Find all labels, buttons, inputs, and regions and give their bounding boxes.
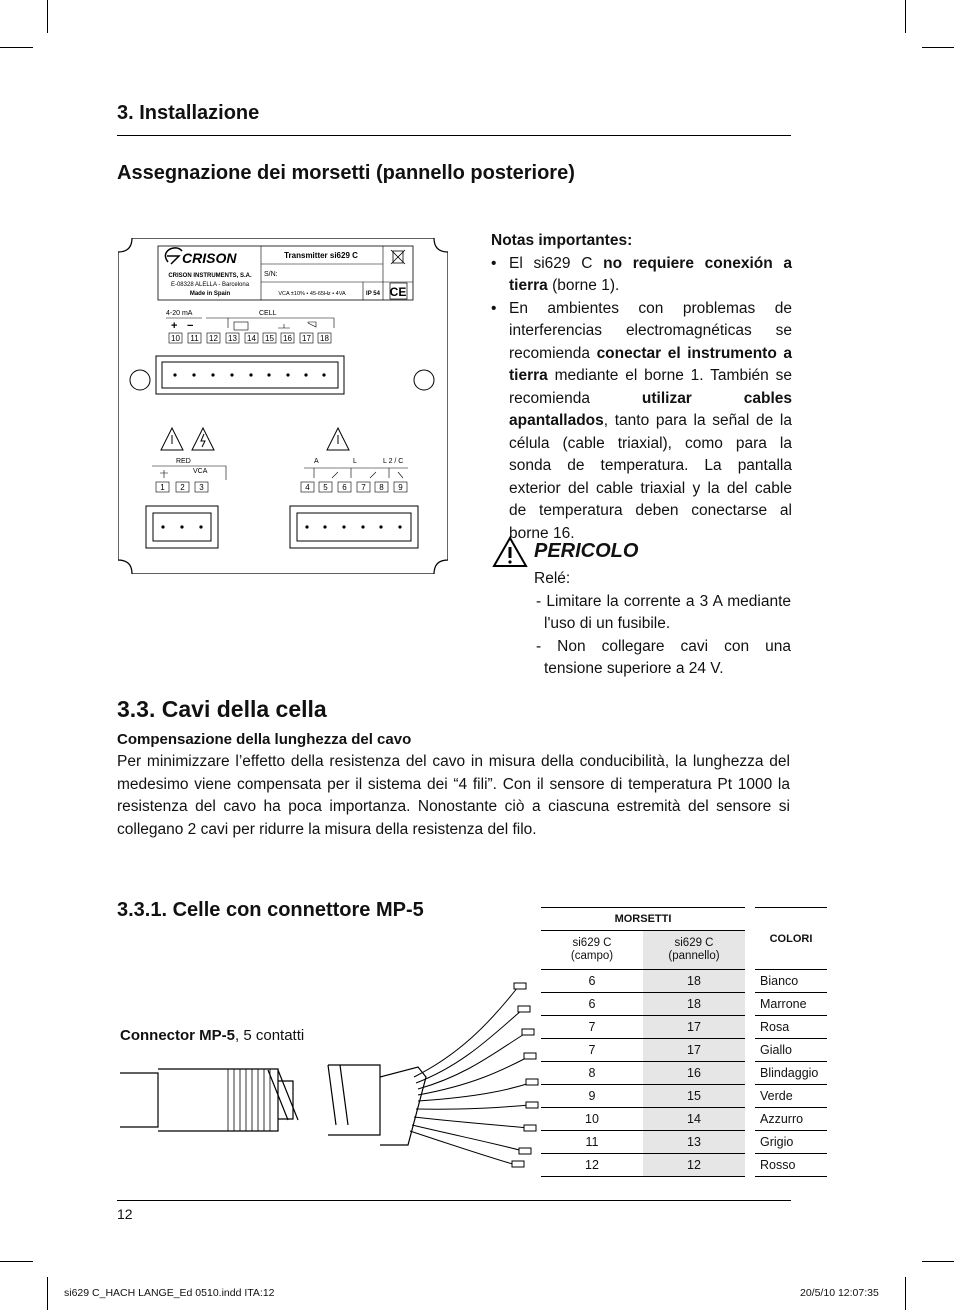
table-row (541, 1016, 827, 1039)
cell-campo: 8 (541, 1062, 643, 1085)
ce-mark: CE (389, 285, 407, 299)
cell-pannello: 13 (643, 1131, 745, 1154)
header-morsetti: MORSETTI (541, 908, 745, 931)
crop-mark (922, 47, 954, 48)
header-colori: COLORI (755, 908, 827, 970)
table-row (541, 1154, 827, 1177)
table-gap (745, 1154, 755, 1177)
svg-text:18: 18 (320, 334, 329, 343)
cell-colore: Rosso (755, 1154, 827, 1177)
svg-text:4: 4 (305, 483, 310, 492)
svg-text:13: 13 (228, 334, 237, 343)
svg-text:11: 11 (190, 334, 199, 343)
crop-mark (0, 1261, 33, 1262)
cell-campo: 11 (541, 1131, 643, 1154)
cell-pannello: 16 (643, 1062, 745, 1085)
cell-campo: 7 (541, 1016, 643, 1039)
connector-caption: Connector MP-5, 5 contatti (120, 1027, 305, 1044)
cell-campo: 6 (541, 970, 643, 993)
cell-colore: Marrone (755, 993, 827, 1016)
cell-colore: Azzurro (755, 1108, 827, 1131)
table-row (541, 1039, 827, 1062)
table-gap (745, 908, 755, 931)
label-minus: − (187, 320, 194, 332)
cell-colore: Blindaggio (755, 1062, 827, 1085)
cell-pannello: 17 (643, 1016, 745, 1039)
svg-text:9: 9 (398, 483, 403, 492)
cell-pannello: 18 (643, 993, 745, 1016)
cavi-paragraph: Per minimizzare l’effetto della resistenza del cavo in misura della conducibilità, la lunghezza del medesimo viene compensata per il sistema dei “4 fili”. Con il sensore di temperatura Pt 1000 la resistenza del cavo ha poca importanza. Nonostante ciò a ciascuna estremità del sensore si collegano 2 cavi per ridurre la misura della resistenza del filo. (117, 753, 790, 838)
cell-campo: 6 (541, 993, 643, 1016)
danger-rele: Relé: (534, 570, 571, 587)
wire-table-grid (541, 907, 827, 1177)
svg-text:6: 6 (342, 483, 347, 492)
note-bullet-2: • En ambientes con problemas de interferencias electromagnéticas se recomienda conectar el instrumento a tierra mediante el borne 1. También se recomienda utilizar cables apantallados, tanto para la señal de la célula (cable triaxial), como para la sonda de temperatura. La pantalla exterior del cable triaxial y la del cable de temperatura deben conectarse al borne 16. (491, 298, 792, 546)
table-row (541, 993, 827, 1016)
cell-colore: Verde (755, 1085, 827, 1108)
footer-date: 20/5/10 12:07:35 (800, 1287, 879, 1299)
cell-campo: 9 (541, 1085, 643, 1108)
cell-colore: Giallo (755, 1039, 827, 1062)
label-l: L (353, 458, 357, 465)
svg-text:14: 14 (247, 334, 256, 343)
label-l2c: L 2 / C (383, 458, 404, 465)
address-text: E-08328 ALELLA - Barcelona (170, 282, 250, 288)
table-row (541, 1085, 827, 1108)
table-row (541, 1131, 827, 1154)
cell-campo: 12 (541, 1154, 643, 1177)
bottom-left-terminal-numbers (156, 482, 208, 492)
header-rule (117, 135, 791, 136)
table-row (541, 1108, 827, 1131)
table-gap (745, 1108, 755, 1131)
model-text: Transmitter si629 C (284, 251, 358, 260)
cell-pannello: 15 (643, 1085, 745, 1108)
section-title: 3. Installazione (117, 102, 260, 124)
brand-text: CRISON (182, 250, 237, 266)
table-gap (745, 1131, 755, 1154)
table-gap (745, 1039, 755, 1062)
morsetti-title: Assegnazione dei morsetti (pannello posteriore) (117, 162, 575, 184)
cell-colore: Rosa (755, 1016, 827, 1039)
danger-text (534, 568, 791, 681)
danger-item-1: - Limitare la corrente a 3 A mediante l'uso di un fusibile. (536, 592, 791, 632)
crop-mark (47, 0, 48, 33)
note-bullet-1: • El si629 C no requiere conexión a tierra (borne 1). (491, 253, 792, 298)
cell-pannello: 17 (643, 1039, 745, 1062)
footer-file: si629 C_HACH LANGE_Ed 0510.indd ITA:12 (64, 1287, 275, 1299)
cell-pannello: 18 (643, 970, 745, 993)
label-4-20ma: 4-20 mA (166, 310, 193, 317)
table-gap (745, 993, 755, 1016)
table-gap (745, 1016, 755, 1039)
table-row (541, 970, 827, 993)
crop-mark (0, 47, 33, 48)
svg-text:7: 7 (361, 483, 366, 492)
svg-text:3: 3 (199, 483, 204, 492)
danger-warning-icon (492, 536, 528, 568)
table-gap (745, 1085, 755, 1108)
label-plus: + (171, 320, 178, 332)
svg-text:12: 12 (209, 334, 218, 343)
crop-mark (47, 1277, 48, 1310)
svg-text:17: 17 (302, 334, 311, 343)
svg-text:10: 10 (171, 334, 180, 343)
footer-rule (117, 1200, 791, 1201)
table-gap (745, 1062, 755, 1085)
page-number: 12 (117, 1206, 133, 1222)
col-pannello: si629 C (pannello) (643, 931, 745, 970)
label-a: A (314, 458, 319, 465)
svg-text:5: 5 (323, 483, 328, 492)
danger-title: PERICOLO (534, 540, 639, 562)
made-in-text: Made in Spain (189, 291, 231, 297)
ip-text: IP 54 (366, 291, 380, 297)
svg-text:2: 2 (180, 483, 185, 492)
svg-text:1: 1 (160, 483, 165, 492)
mp5-cable-illustration (118, 965, 543, 1170)
cell-pannello: 14 (643, 1108, 745, 1131)
table-gap (745, 970, 755, 993)
crop-mark (922, 1261, 954, 1262)
label-red: RED (176, 458, 191, 465)
crop-mark (905, 0, 906, 33)
cavi-subtitle: Compensazione della lunghezza del cavo (117, 731, 412, 748)
cavi-title: 3.3. Cavi della cella (117, 696, 327, 722)
cell-campo: 10 (541, 1108, 643, 1131)
label-vca: VCA (193, 468, 208, 475)
power-text: VCA ±10% • 45-65Hz • 4VA (278, 291, 346, 297)
wire-table (541, 907, 827, 1177)
crop-mark (905, 1277, 906, 1310)
cell-campo: 7 (541, 1039, 643, 1062)
svg-text:16: 16 (283, 334, 292, 343)
notes-title: Notas importantes: (491, 232, 633, 249)
back-panel-diagram (118, 238, 448, 574)
svg-text:8: 8 (379, 483, 384, 492)
table-gap (745, 931, 755, 970)
serial-label: S/N: (264, 271, 278, 278)
important-notes (491, 230, 792, 545)
mp5-title: 3.3.1. Celle con connettore MP-5 (117, 899, 424, 921)
cell-colore: Bianco (755, 970, 827, 993)
table-row (541, 1062, 827, 1085)
cell-pannello: 12 (643, 1154, 745, 1177)
danger-item-2: - Non collegare cavi con una tensione superiore a 24 V. (536, 637, 791, 677)
top-terminal-numbers (169, 333, 331, 343)
cell-colore: Grigio (755, 1131, 827, 1154)
svg-text:15: 15 (265, 334, 274, 343)
label-cell: CELL (259, 310, 277, 317)
company-text: CRISON INSTRUMENTS, S.A. (168, 273, 252, 279)
col-campo: si629 C (campo) (541, 931, 643, 970)
